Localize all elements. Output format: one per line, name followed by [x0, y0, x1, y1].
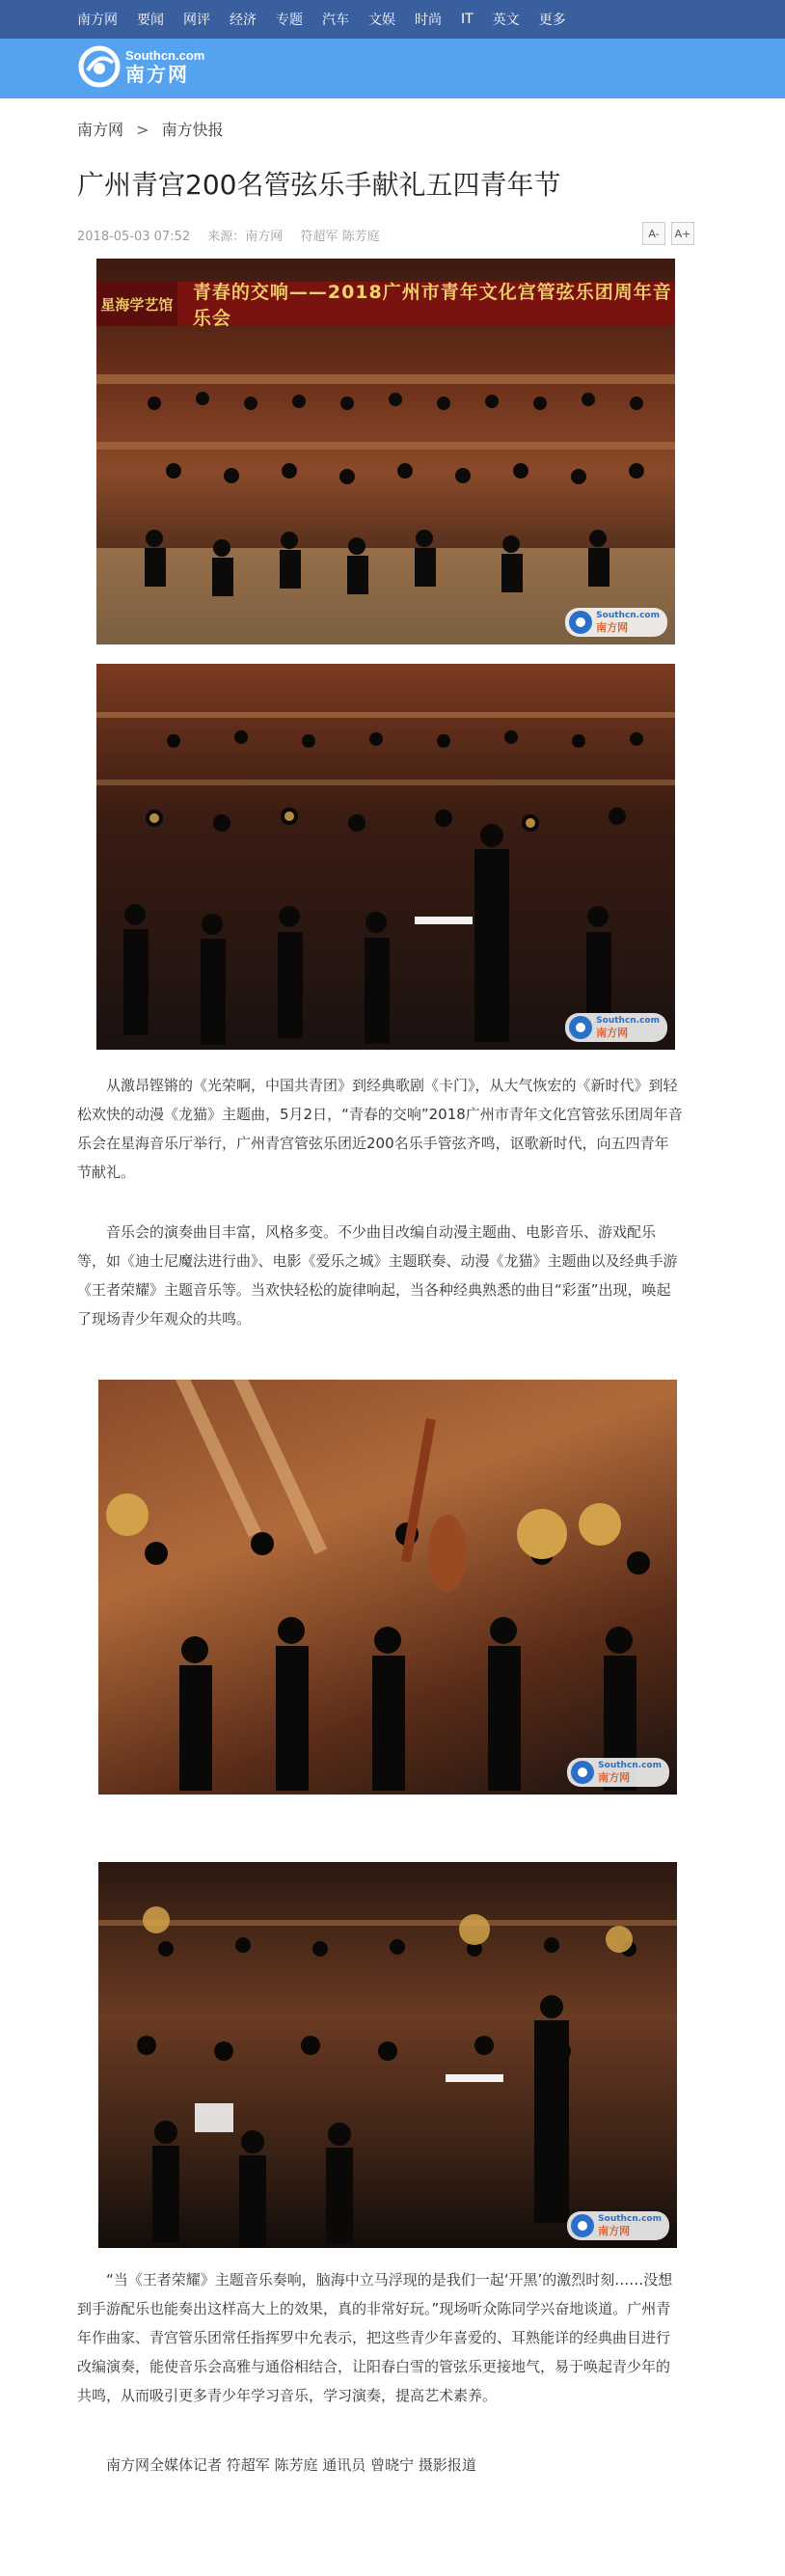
- font-smaller-button[interactable]: A-: [642, 222, 665, 245]
- top-nav: [0, 0, 785, 39]
- watermark-cn: 南方网: [596, 1027, 629, 1039]
- southcn-watermark: [565, 608, 667, 637]
- orchestra-illustration-2: [96, 664, 675, 1050]
- watermark-en: Southcn.com: [596, 611, 660, 620]
- nav-item-special[interactable]: 专题: [276, 13, 303, 28]
- logo-swirl-icon: [77, 44, 122, 89]
- nav-item-home[interactable]: 南方网: [77, 13, 118, 28]
- article-photo-2: [96, 664, 675, 1050]
- nav-item-news[interactable]: 要闻: [137, 13, 164, 28]
- breadcrumb-separator: >: [136, 121, 149, 139]
- watermark-logo-icon: [571, 1761, 594, 1784]
- article-paragraph-1: 从激昂铿锵的《光荣啊，中国共青团》到经典歌剧《卡门》，从大气恢宏的《新时代》到轻松欢快的动漫《龙猫》主题曲，5月2日，“青春的交响”2018广州市青年文化宫管弦乐团周年音乐会在星海音乐厅举行，广州青宫管弦乐团近200名乐手管弦齐鸣，讴歌新时代，向五四青年节献礼。: [77, 1077, 683, 1181]
- logo-chinese: 南方网: [125, 63, 189, 86]
- watermark-cn: 南方网: [598, 1771, 631, 1784]
- brand-bar: [0, 39, 785, 98]
- article-photo-1: [96, 259, 675, 644]
- article-meta: [77, 226, 393, 244]
- article-photo-3: [98, 1380, 677, 1795]
- breadcrumb-home[interactable]: 南方网: [77, 121, 124, 139]
- nav-item-economy[interactable]: 经济: [230, 13, 257, 28]
- article-paragraph-2: 音乐会的演奏曲目丰富，风格多变。不少曲目改编自动漫主题曲、电影音乐、游戏配乐等，如《迪士尼魔法进行曲》、电影《爱乐之城》主题联奏、动漫《龙猫》主题曲以及经典手游《王者荣耀》主题音乐等。当欢快轻松的旋律响起，当各种经典熟悉的曲目“彩蛋”出现，唤起了现场青少年观众的共鸣。: [77, 1223, 678, 1328]
- nav-item-entertainment[interactable]: 文娱: [368, 13, 395, 28]
- nav-item-english[interactable]: 英文: [492, 13, 520, 28]
- article-photo-4: [98, 1862, 677, 2248]
- font-size-controls: [642, 222, 694, 245]
- southcn-watermark: [565, 1013, 667, 1042]
- watermark-en: Southcn.com: [598, 2214, 662, 2224]
- publish-date: 2018-05-03 07:52: [77, 230, 191, 244]
- article-paragraph-3: “当《王者荣耀》主题音乐奏响，脑海中立马浮现的是我们一起‘开黑’的激烈时刻……没想到手游配乐也能奏出这样高大上的效果，真的非常好玩。”现场听众陈同学兴奋地谈道。广州青年作曲家、青宫管乐团常任指挥罗中允表示，把这些青少年喜爱的、耳熟能详的经典曲目进行改编演奏，能使音乐会高雅与通俗相结合，让阳春白雪的管弦乐更接地气，易于唤起青少年的共鸣，从而吸引更多青少年学习音乐，学习演奏，提高艺术素养。: [77, 2271, 673, 2404]
- watermark-cn: 南方网: [596, 621, 629, 634]
- watermark-logo-icon: [571, 2214, 594, 2237]
- logo-english: Southcn.com: [125, 48, 205, 63]
- nav-item-more[interactable]: 更多: [538, 13, 566, 28]
- watermark-logo-icon: [569, 1016, 592, 1039]
- banner-logo: 星海学艺馆: [96, 282, 177, 326]
- article-title: 广州青宫200名管弦乐手献礼五四青年节: [77, 169, 561, 201]
- watermark-cn: 南方网: [598, 2225, 631, 2237]
- article-authors: 符超军 陈芳庭: [300, 230, 380, 244]
- watermark-en: Southcn.com: [598, 1761, 662, 1770]
- orchestra-illustration-4: [98, 1862, 677, 2248]
- nav-item-auto[interactable]: 汽车: [322, 13, 349, 28]
- font-larger-button[interactable]: A+: [671, 222, 694, 245]
- watermark-en: Southcn.com: [596, 1016, 660, 1026]
- breadcrumb-channel[interactable]: 南方快报: [161, 121, 224, 139]
- article-source: 来源：南方网: [207, 230, 284, 244]
- breadcrumb: [77, 118, 224, 140]
- site-logo[interactable]: [77, 44, 204, 89]
- southcn-watermark: [567, 2211, 669, 2240]
- nav-item-fashion[interactable]: 时尚: [415, 13, 442, 28]
- watermark-logo-icon: [569, 611, 592, 634]
- article-credit: 南方网全媒体记者 符超军 陈芳庭 通讯员 曾晓宁 摄影报道: [106, 2456, 476, 2474]
- southcn-watermark: [567, 1758, 669, 1787]
- orchestra-illustration-1: [96, 259, 675, 644]
- nav-item-commentary[interactable]: 网评: [183, 13, 210, 28]
- orchestra-illustration-3: [98, 1380, 677, 1795]
- banner-text: 青春的交响——2018广州市青年文化宫管弦乐团周年音乐会: [192, 282, 672, 329]
- nav-item-it[interactable]: IT: [461, 12, 474, 27]
